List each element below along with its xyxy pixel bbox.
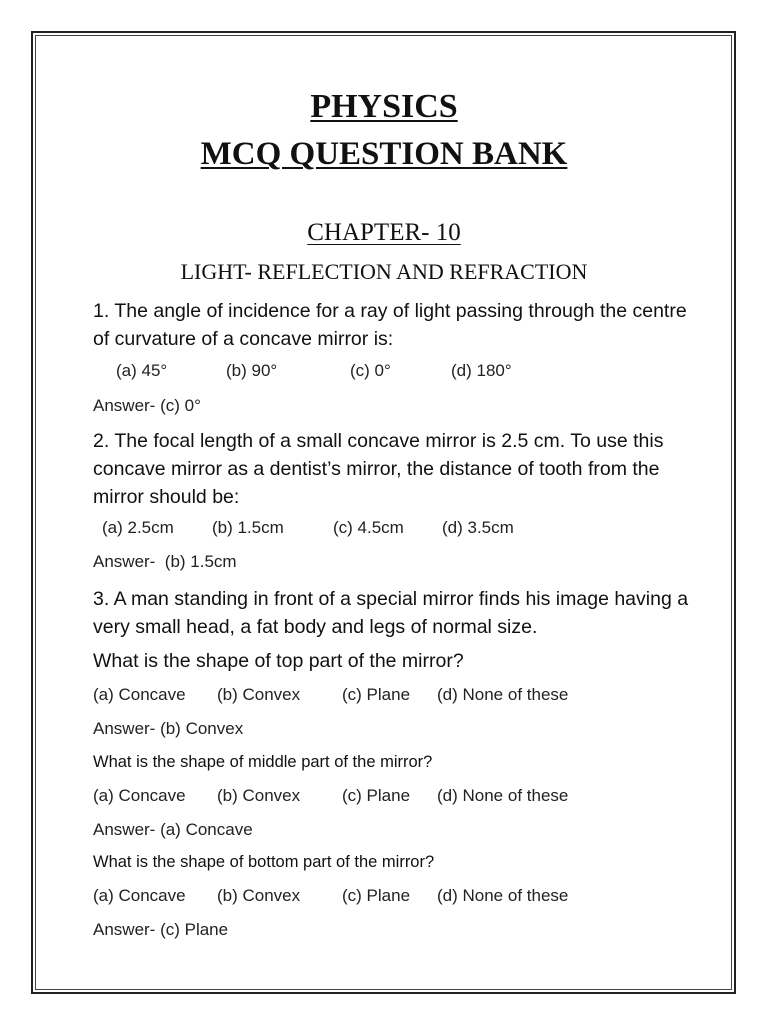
option-a: (a) Concave [93,886,186,905]
question-1-text: 1. The angle of incidence for a ray of light passing through the centre of curvature of a concave mirror is: [93,300,687,350]
option-a: (a) 2.5cm [102,518,174,537]
option-d: (d) None of these [437,685,569,704]
question-3-part-1-answer: Answer- (b) Convex [93,719,244,738]
question-3-part-1: What is the shape of top part of the mirror? [93,650,464,672]
question-3-part-3-answer: Answer- (c) Plane [93,920,229,939]
question-1-answer: Answer- (c) 0° [93,396,201,415]
option-c: (c) Plane [342,786,411,805]
question-3-part-2-answer: Answer- (a) Concave [93,820,253,839]
option-a: (a) Concave [93,685,186,704]
question-3-text: 3. A man standing in front of a special mirror finds his image having a very small head, a fat body and legs of normal size. [93,588,689,638]
document-subtitle: MCQ QUESTION BANK [200,136,568,172]
option-c: (c) Plane [342,685,411,704]
chapter-title: LIGHT- REFLECTION AND REFRACTION [180,259,588,284]
option-b: (b) Convex [217,685,301,704]
option-d: (d) 180° [451,361,512,380]
page-border-inner [35,35,732,990]
option-d: (d) 3.5cm [442,518,514,537]
option-b: (b) Convex [217,886,301,905]
question-2-answer: Answer- (b) 1.5cm [93,552,237,571]
option-c: (c) 0° [350,361,391,380]
chapter-heading: CHAPTER- 10 [307,219,461,246]
option-c: (c) 4.5cm [333,518,404,537]
option-b: (b) 1.5cm [212,518,284,537]
question-3-part-3: What is the shape of bottom part of the mirror? [93,853,435,871]
document-title: PHYSICS [310,88,458,125]
option-c: (c) Plane [342,886,411,905]
question-3-part-2: What is the shape of middle part of the mirror? [93,753,433,771]
option-b: (b) Convex [217,786,301,805]
option-d: (d) None of these [437,786,569,805]
option-d: (d) None of these [437,886,569,905]
option-a: (a) 45° [116,361,168,380]
option-a: (a) Concave [93,786,186,805]
question-2-text: 2. The focal length of a small concave mirror is 2.5 cm. To use this concave mirror as a dentist’s mirror, the distance of tooth from the mirror should be: [93,430,664,508]
option-b: (b) 90° [226,361,278,380]
